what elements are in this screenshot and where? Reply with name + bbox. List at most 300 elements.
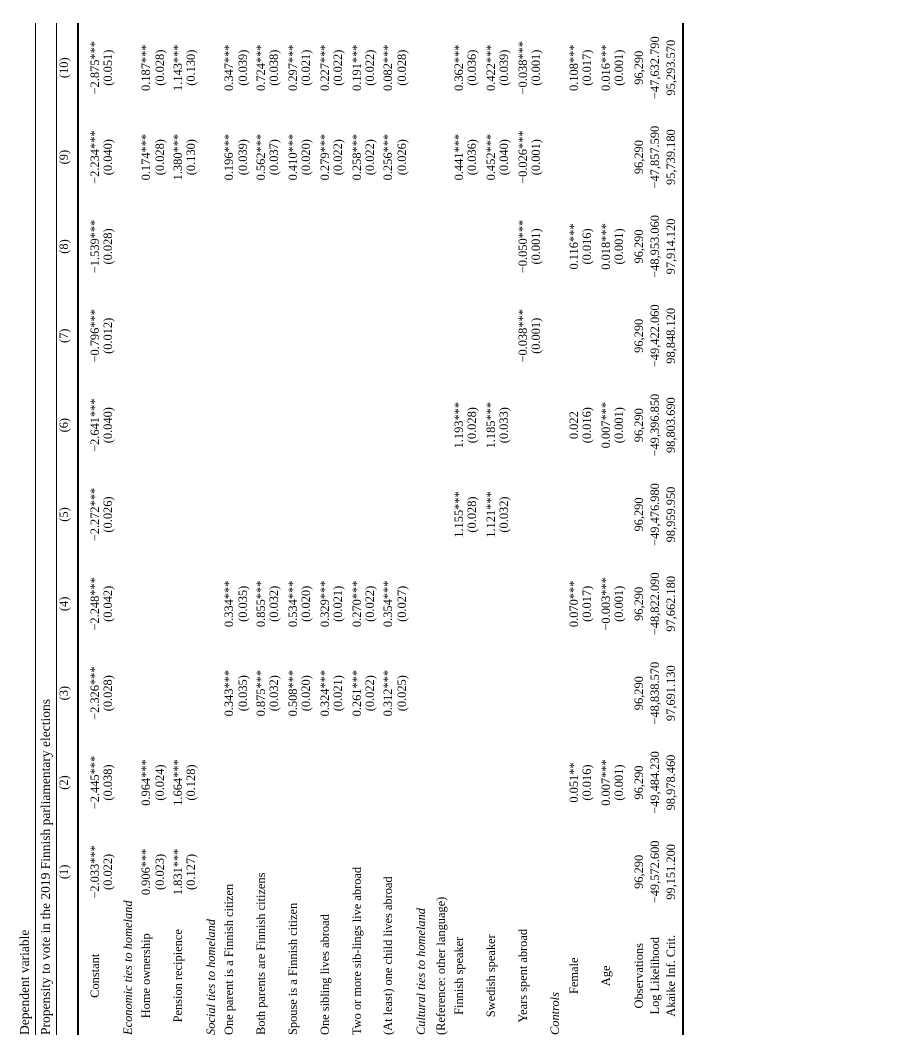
cell-female-9 <box>563 112 581 201</box>
cell-constant-2: −2.445*** <box>88 755 102 810</box>
cell-years-abroad-5 <box>512 470 530 559</box>
se-finnish-speaker-8 <box>466 202 479 291</box>
se-swedish-speaker-2 <box>498 738 511 827</box>
cell-both-parents-6 <box>250 380 268 469</box>
se-spouse-9: (0.020) <box>299 139 314 176</box>
row-label-both-parents-se <box>268 917 281 1035</box>
se-home-ownership-4 <box>154 559 167 648</box>
group-subheader-cultural-reference <box>429 23 448 1035</box>
se-one-child-10: (0.028) <box>394 49 409 86</box>
se-age-4: (0.001) <box>612 585 626 622</box>
regression-table <box>57 23 689 1035</box>
se-finnish-speaker-10: (0.036) <box>465 49 480 86</box>
row-label-two-siblings-se <box>364 917 377 1035</box>
cell-log-likelihood-10: −47,632.790 <box>648 36 663 100</box>
se-years-abroad-2 <box>530 738 543 827</box>
rule-bottom <box>679 23 689 1035</box>
cell-female-1 <box>563 827 581 916</box>
se-constant-2: (0.038) <box>101 764 116 801</box>
cell-one-child-7 <box>377 291 395 380</box>
cell-one-child-3: 0.312*** <box>381 669 396 717</box>
group-label-economic: Economic ties to homeland <box>120 900 135 1035</box>
se-one-sibling-10: (0.022) <box>331 49 346 86</box>
se-one-sibling-2 <box>332 738 345 827</box>
se-two-siblings-3: (0.022) <box>362 675 377 712</box>
se-finnish-speaker-9: (0.036) <box>465 139 480 176</box>
cell-one-child-9: 0.256*** <box>381 133 396 181</box>
column-number-10: (10) <box>57 57 71 79</box>
cell-one-sibling-4: 0.329*** <box>317 580 332 628</box>
se-one-child-7 <box>396 291 409 380</box>
table-row-female-coef <box>563 23 581 1035</box>
se-one-child-6 <box>396 380 409 469</box>
cell-constant-6: −2.641*** <box>88 398 102 452</box>
se-home-ownership-2: (0.024) <box>152 764 167 801</box>
cell-akaike-4: 97,662.180 <box>664 575 678 632</box>
cell-spouse-10: 0.297*** <box>285 44 300 91</box>
cell-pension-9: 1.380*** <box>171 133 186 181</box>
table-row-age-coef <box>595 23 613 1035</box>
header-rule-top <box>35 23 36 1035</box>
se-age-1 <box>613 827 626 916</box>
table-row-pension-se <box>185 23 198 1035</box>
cell-one-sibling-7 <box>314 291 332 380</box>
cell-pension-8 <box>167 202 185 291</box>
se-pension-6 <box>185 380 198 469</box>
cell-finnish-speaker-5: 1.155*** <box>451 491 466 538</box>
cell-years-abroad-2 <box>512 738 530 827</box>
se-one-child-2 <box>396 738 409 827</box>
se-finnish-speaker-5: (0.028) <box>465 496 480 533</box>
cell-both-parents-2 <box>250 738 268 827</box>
se-years-abroad-4 <box>530 559 543 648</box>
cell-home-ownership-4 <box>135 559 153 648</box>
row-label-home-ownership: Home ownership <box>139 933 154 1019</box>
se-one-child-1 <box>396 827 409 916</box>
cell-female-5 <box>563 470 581 559</box>
se-one-parent-7 <box>237 291 250 380</box>
cell-log-likelihood-4: −48,822.090 <box>648 572 663 636</box>
cell-pension-4 <box>167 559 185 648</box>
se-swedish-speaker-7 <box>498 291 511 380</box>
group-label-controls: Controls <box>548 992 563 1035</box>
se-one-parent-3: (0.035) <box>235 675 250 712</box>
row-label-pension-se <box>185 917 198 1035</box>
table-row-log-likelihood <box>647 23 663 1035</box>
se-one-sibling-8 <box>332 202 345 291</box>
table-row-years-abroad-coef <box>512 23 530 1035</box>
cell-akaike-3: 97,691.130 <box>664 665 678 722</box>
cell-constant-3: −2.326*** <box>88 666 102 720</box>
cell-spouse-3: 0.508*** <box>285 669 300 717</box>
se-home-ownership-8 <box>154 202 167 291</box>
cell-both-parents-3: 0.875*** <box>254 669 269 717</box>
group-social-spacer <box>199 23 218 917</box>
se-two-siblings-7 <box>364 291 377 380</box>
cell-finnish-speaker-1 <box>448 827 466 916</box>
cell-constant-1: −2.033*** <box>88 845 102 899</box>
cell-pension-5 <box>167 470 185 559</box>
cell-log-likelihood-3: −48,838.570 <box>648 661 663 725</box>
cell-two-siblings-4: 0.270*** <box>349 580 364 628</box>
se-home-ownership-1: (0.023) <box>152 853 167 890</box>
cell-home-ownership-5 <box>135 470 153 559</box>
group-economic-spacer <box>116 23 135 917</box>
cell-age-1 <box>595 827 613 916</box>
row-label-swedish-speaker: Swedish speaker <box>483 934 498 1018</box>
se-constant-9: (0.040) <box>101 139 116 176</box>
row-label-years-abroad: Years spent abroad <box>515 928 530 1023</box>
table-row-years-abroad-se <box>530 23 543 1035</box>
row-label-home-ownership-se <box>154 917 167 1035</box>
row-label-log-likelihood: Log Likelihood <box>648 937 663 1015</box>
se-both-parents-2 <box>268 738 281 827</box>
se-female-7 <box>581 291 594 380</box>
se-finnish-speaker-1 <box>466 827 479 916</box>
cell-one-child-10: 0.082*** <box>381 44 396 91</box>
table-row-one-sibling-coef <box>314 23 332 1035</box>
table-row-two-siblings-coef <box>346 23 364 1035</box>
cell-akaike-2: 98,978.460 <box>664 754 678 811</box>
cell-female-4: 0.070*** <box>566 580 581 628</box>
column-number-8: (8) <box>57 239 71 254</box>
cell-age-5 <box>595 470 613 559</box>
cell-finnish-speaker-9: 0.441*** <box>451 133 466 181</box>
cell-home-ownership-7 <box>135 291 153 380</box>
se-years-abroad-5 <box>530 470 543 559</box>
cell-akaike-1: 99,151.200 <box>664 844 678 900</box>
cell-one-sibling-8 <box>314 202 332 291</box>
table-row-constant-coef <box>84 23 102 1035</box>
cell-one-parent-7 <box>218 291 236 380</box>
column-number-3: (3) <box>57 685 71 701</box>
cell-home-ownership-6 <box>135 380 153 469</box>
cell-one-parent-8 <box>218 202 236 291</box>
se-swedish-speaker-5: (0.032) <box>497 496 512 533</box>
column-number-1: (1) <box>57 864 71 880</box>
cell-one-child-2 <box>377 738 395 827</box>
row-label-spouse-se <box>300 917 313 1035</box>
cell-home-ownership-9: 0.174*** <box>139 133 154 181</box>
cell-both-parents-9: 0.562*** <box>254 133 269 181</box>
se-female-5 <box>581 470 594 559</box>
column-number-6: (6) <box>57 417 71 433</box>
cell-one-sibling-10: 0.227*** <box>317 44 332 91</box>
se-finnish-speaker-4 <box>466 559 479 648</box>
cell-swedish-speaker-1 <box>480 827 498 916</box>
cell-swedish-speaker-3 <box>480 649 498 738</box>
cell-home-ownership-8 <box>135 202 153 291</box>
cell-one-sibling-9: 0.279*** <box>317 133 332 181</box>
column-number-2: (2) <box>57 775 71 790</box>
row-label-swedish-speaker-se <box>498 917 511 1035</box>
row-label-pension: Pension recipience <box>171 929 186 1023</box>
cell-spouse-8 <box>282 202 300 291</box>
se-two-siblings-6 <box>364 380 377 469</box>
se-both-parents-9: (0.037) <box>267 139 282 176</box>
se-years-abroad-6 <box>530 380 543 469</box>
cell-age-3 <box>595 649 613 738</box>
cell-both-parents-7 <box>250 291 268 380</box>
se-female-10: (0.017) <box>580 49 595 86</box>
cell-observations-3: 96,290 <box>632 676 647 711</box>
cell-constant-9: −2.234*** <box>88 130 102 184</box>
row-label-female-se <box>581 917 594 1035</box>
cell-years-abroad-10: −0.038*** <box>515 41 530 95</box>
cell-log-likelihood-2: −49,484.230 <box>648 751 663 814</box>
table-row-constant-se <box>102 23 115 1035</box>
row-label-finnish-speaker: Finnish speaker <box>451 936 466 1015</box>
group-controls-spacer <box>543 23 562 917</box>
se-both-parents-1 <box>268 827 281 916</box>
se-pension-8 <box>185 202 198 291</box>
cell-one-parent-6 <box>218 380 236 469</box>
se-two-siblings-10: (0.022) <box>362 49 377 86</box>
row-label-observations: Observations <box>632 943 647 1009</box>
cell-one-child-6 <box>377 380 395 469</box>
se-constant-10: (0.051) <box>101 49 116 86</box>
se-both-parents-7 <box>268 291 281 380</box>
dependent-variable-label: Dependent variable <box>17 929 32 1035</box>
row-label-constant: Constant <box>88 953 102 998</box>
se-pension-1: (0.127) <box>184 853 199 890</box>
se-constant-1: (0.022) <box>101 853 116 890</box>
se-age-6: (0.001) <box>612 407 626 444</box>
row-label-spouse: Spouse is a Finnish citizen <box>285 902 300 1035</box>
se-age-8: (0.001) <box>612 228 626 265</box>
cell-one-child-8 <box>377 202 395 291</box>
cell-one-child-4: 0.354*** <box>381 580 396 628</box>
se-constant-7: (0.012) <box>101 317 116 354</box>
cell-spouse-2 <box>282 738 300 827</box>
table-row-female-se <box>581 23 594 1035</box>
cell-observations-10: 96,290 <box>632 50 647 85</box>
se-swedish-speaker-1 <box>498 827 511 916</box>
se-years-abroad-3 <box>530 649 543 738</box>
se-home-ownership-7 <box>154 291 167 380</box>
se-one-sibling-1 <box>332 827 345 916</box>
se-pension-10: (0.130) <box>184 49 199 86</box>
se-one-child-5 <box>396 470 409 559</box>
se-swedish-speaker-8 <box>498 202 511 291</box>
cell-pension-6 <box>167 380 185 469</box>
table-row-observations <box>626 23 647 1035</box>
row-label-both-parents: Both parents are Finnish citizens <box>254 872 269 1035</box>
se-age-7 <box>613 291 626 380</box>
se-two-siblings-4: (0.022) <box>362 585 377 622</box>
row-label-one-sibling-se <box>332 917 345 1035</box>
table-row-spouse-coef <box>282 23 300 1035</box>
row-label-years-abroad-se <box>530 917 543 1035</box>
row-label-one-sibling: One sibling lives abroad <box>317 914 332 1035</box>
cell-finnish-speaker-6: 1.193*** <box>451 401 466 449</box>
column-number-5: (5) <box>57 507 71 522</box>
cell-age-6: 0.007*** <box>598 401 613 449</box>
se-years-abroad-8: (0.001) <box>528 228 543 265</box>
se-both-parents-3: (0.032) <box>267 675 282 712</box>
row-label-age-se <box>613 917 626 1035</box>
se-home-ownership-3 <box>154 649 167 738</box>
cell-one-sibling-3: 0.324*** <box>317 669 332 717</box>
cell-akaike-9: 95,739.180 <box>664 129 678 186</box>
cell-age-8: 0.018*** <box>598 223 613 270</box>
regression-table-sheet <box>18 23 898 1035</box>
se-age-3 <box>613 649 626 738</box>
table-row-both-parents-se <box>268 23 281 1035</box>
se-both-parents-6 <box>268 380 281 469</box>
cell-swedish-speaker-2 <box>480 738 498 827</box>
se-finnish-speaker-2 <box>466 738 479 827</box>
cell-observations-1: 96,290 <box>632 854 647 889</box>
table-row-swedish-speaker-coef <box>480 23 498 1035</box>
cell-swedish-speaker-4 <box>480 559 498 648</box>
cell-log-likelihood-7: −49,422.060 <box>648 304 663 368</box>
se-pension-2: (0.128) <box>184 764 199 801</box>
se-swedish-speaker-10: (0.039) <box>497 49 512 86</box>
se-one-child-4: (0.027) <box>394 585 409 622</box>
cell-swedish-speaker-5: 1.121*** <box>483 491 498 538</box>
cell-age-2: 0.007*** <box>598 759 613 806</box>
cell-one-parent-10: 0.347*** <box>222 44 237 91</box>
group-cultural-ref-spacer <box>429 23 448 917</box>
se-constant-5: (0.026) <box>101 496 116 533</box>
se-female-8: (0.016) <box>580 228 595 265</box>
se-one-sibling-3: (0.021) <box>331 675 346 712</box>
cell-observations-4: 96,290 <box>632 586 647 621</box>
se-years-abroad-10: (0.001) <box>528 49 543 86</box>
se-home-ownership-10: (0.028) <box>152 49 167 86</box>
table-row-swedish-speaker-se <box>498 23 511 1035</box>
column-number-9: (9) <box>57 149 71 165</box>
group-header-social <box>199 23 218 1035</box>
cell-finnish-speaker-7 <box>448 291 466 380</box>
cell-pension-7 <box>167 291 185 380</box>
table-row-spouse-se <box>300 23 313 1035</box>
group-header-cultural <box>409 23 428 1035</box>
cell-constant-8: −1.539*** <box>88 219 102 274</box>
se-home-ownership-5 <box>154 470 167 559</box>
se-one-child-9: (0.026) <box>394 139 409 176</box>
se-constant-3: (0.028) <box>101 675 116 712</box>
se-one-sibling-5 <box>332 470 345 559</box>
se-one-parent-10: (0.039) <box>235 49 250 86</box>
cell-both-parents-5 <box>250 470 268 559</box>
group-label-social: Social ties to homeland <box>203 919 218 1035</box>
se-one-sibling-6 <box>332 380 345 469</box>
cell-years-abroad-7: −0.038*** <box>515 309 530 363</box>
cell-one-parent-3: 0.343*** <box>222 669 237 717</box>
se-two-siblings-1 <box>364 827 377 916</box>
table-row-home-ownership-se <box>154 23 167 1035</box>
cell-log-likelihood-8: −48,953.060 <box>648 215 663 278</box>
table-row-one-child-coef <box>377 23 395 1035</box>
se-age-9 <box>613 112 626 201</box>
cell-constant-4: −2.248*** <box>88 577 102 631</box>
column-number-row <box>57 23 74 1035</box>
cell-one-sibling-2 <box>314 738 332 827</box>
se-one-child-3: (0.025) <box>394 675 409 712</box>
se-female-9 <box>581 112 594 201</box>
se-finnish-speaker-3 <box>466 649 479 738</box>
column-number-4: (4) <box>57 596 71 612</box>
row-label-two-siblings: Two or more sib‐lings live abroad <box>349 866 364 1035</box>
se-spouse-5 <box>300 470 313 559</box>
cell-log-likelihood-1: −49,572.600 <box>648 840 663 904</box>
cell-one-parent-2 <box>218 738 236 827</box>
se-finnish-speaker-6: (0.028) <box>465 407 480 444</box>
se-swedish-speaker-4 <box>498 559 511 648</box>
table-row-one-parent-coef <box>218 23 236 1035</box>
se-one-parent-1 <box>237 827 250 916</box>
cell-pension-10: 1.143*** <box>171 44 186 91</box>
se-age-5 <box>613 470 626 559</box>
se-one-sibling-9: (0.022) <box>331 139 346 176</box>
se-years-abroad-7: (0.001) <box>528 317 543 354</box>
cell-age-10: 0.016*** <box>598 44 613 91</box>
se-one-parent-9: (0.039) <box>235 139 250 176</box>
se-both-parents-10: (0.038) <box>267 49 282 86</box>
se-one-child-8 <box>396 202 409 291</box>
cell-spouse-6 <box>282 380 300 469</box>
se-pension-7 <box>185 291 198 380</box>
table-row-akaike <box>663 23 679 1035</box>
cell-two-siblings-10: 0.191*** <box>349 44 364 91</box>
se-one-sibling-4: (0.021) <box>331 585 346 622</box>
row-label-finnish-speaker-se <box>466 917 479 1035</box>
se-spouse-7 <box>300 291 313 380</box>
se-pension-5 <box>185 470 198 559</box>
row-label-age: Age <box>598 965 613 987</box>
se-two-siblings-2 <box>364 738 377 827</box>
cell-both-parents-4: 0.855*** <box>254 580 269 628</box>
cell-pension-1: 1.831*** <box>171 848 186 896</box>
se-spouse-6 <box>300 380 313 469</box>
cell-constant-10: −2.875*** <box>88 41 102 95</box>
cell-akaike-6: 98,803.690 <box>664 397 678 454</box>
cell-both-parents-8 <box>250 202 268 291</box>
cell-one-sibling-1 <box>314 827 332 916</box>
cell-spouse-4: 0.534*** <box>285 580 300 628</box>
table-row-two-siblings-se <box>364 23 377 1035</box>
cell-years-abroad-6 <box>512 380 530 469</box>
cell-female-3 <box>563 649 581 738</box>
row-label-constant-se <box>102 917 115 1035</box>
se-two-siblings-9: (0.022) <box>362 139 377 176</box>
se-pension-9: (0.130) <box>184 139 199 176</box>
cell-finnish-speaker-10: 0.362*** <box>451 44 466 91</box>
se-swedish-speaker-3 <box>498 649 511 738</box>
se-one-parent-6 <box>237 380 250 469</box>
column-number-7: (7) <box>57 328 71 344</box>
cell-two-siblings-8 <box>346 202 364 291</box>
se-both-parents-5 <box>268 470 281 559</box>
se-age-2: (0.001) <box>612 764 626 801</box>
cell-observations-6: 96,290 <box>632 408 647 443</box>
group-label-cultural-reference: (Reference: other language) <box>433 896 448 1035</box>
se-female-6: (0.016) <box>580 407 595 444</box>
cell-one-parent-9: 0.196*** <box>222 133 237 181</box>
cell-observations-2: 96,290 <box>632 765 647 800</box>
cell-one-sibling-6 <box>314 380 332 469</box>
cell-swedish-speaker-8 <box>480 202 498 291</box>
se-female-4: (0.017) <box>580 585 595 622</box>
table-row-one-parent-se <box>237 23 250 1035</box>
cell-one-child-5 <box>377 470 395 559</box>
cell-constant-7: −0.796*** <box>88 309 102 363</box>
cell-observations-8: 96,290 <box>632 229 647 264</box>
table-row-one-child-se <box>396 23 409 1035</box>
se-constant-8: (0.028) <box>101 228 116 265</box>
